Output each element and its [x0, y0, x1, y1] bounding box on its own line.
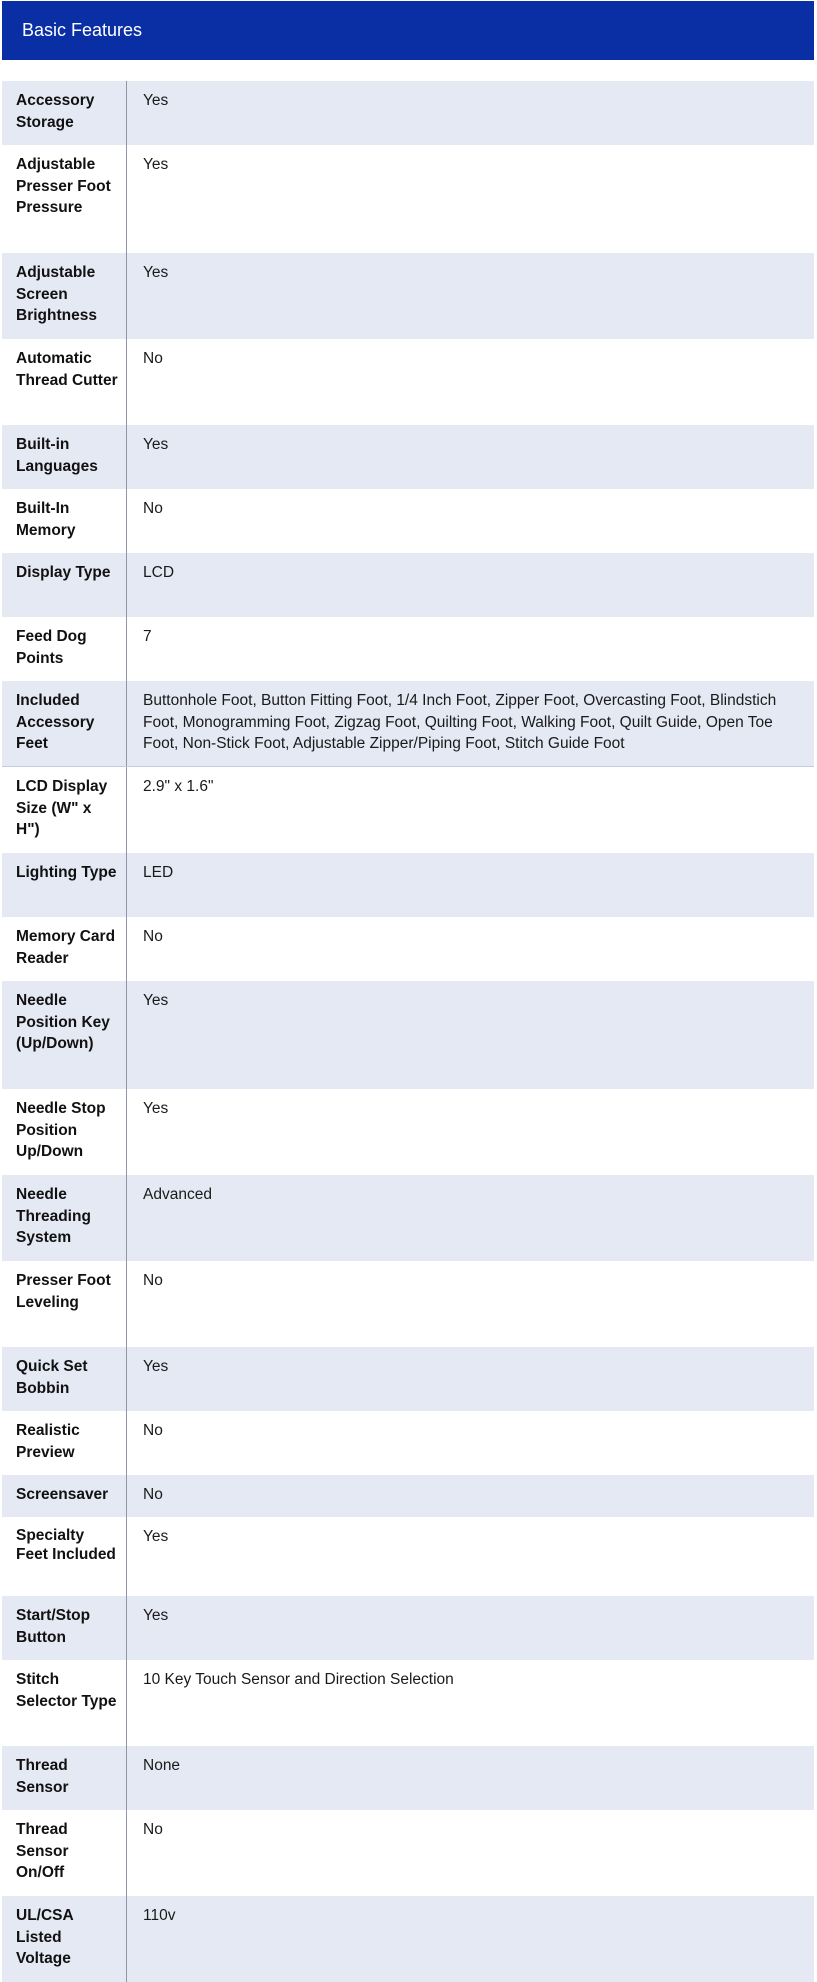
table-row — [2, 253, 814, 339]
row-label: Thread Sensor — [2, 1746, 127, 1810]
row-value: No — [143, 928, 163, 945]
table-row — [2, 1596, 814, 1660]
table-row — [2, 1746, 814, 1810]
table-row — [2, 853, 814, 917]
row-label: Display Type — [2, 553, 127, 617]
row-value: Advanced — [143, 1186, 212, 1203]
table-row — [2, 1810, 814, 1896]
table-row — [2, 1896, 814, 1982]
row-value: No — [143, 500, 163, 517]
row-value: Yes — [143, 1358, 169, 1375]
row-label: Quick Set Bobbin — [2, 1347, 127, 1411]
table-row — [2, 1347, 814, 1411]
row-value: Yes — [143, 1528, 169, 1545]
table-row — [2, 767, 814, 853]
row-value: Yes — [143, 1100, 169, 1117]
row-value: Yes — [143, 436, 169, 453]
table-row — [2, 1261, 814, 1347]
row-value: Yes — [143, 156, 169, 173]
row-value: None — [143, 1757, 181, 1774]
row-label: Specialty Feet Included — [2, 1517, 127, 1596]
row-label: Screensaver — [2, 1475, 127, 1517]
table-row — [2, 1517, 814, 1596]
table-row — [2, 145, 814, 253]
row-value: LED — [143, 864, 174, 881]
row-label: Adjustable Presser Foot Pressure — [2, 145, 127, 253]
row-label: Lighting Type — [2, 853, 127, 917]
table-row — [2, 981, 814, 1089]
row-label: Stitch Selector Type — [2, 1660, 127, 1746]
row-label: Accessory Storage — [2, 81, 127, 145]
row-label: Presser Foot Leveling — [2, 1261, 127, 1347]
row-value: No — [143, 1422, 163, 1439]
table-row — [2, 425, 814, 489]
row-value: 2.9" x 1.6" — [143, 778, 214, 795]
row-label: Memory Card Reader — [2, 917, 127, 981]
table-row — [2, 1411, 814, 1475]
table-row — [2, 1175, 814, 1261]
row-value: No — [143, 1486, 163, 1503]
section-title: Basic Features — [22, 20, 143, 40]
row-value: No — [143, 350, 163, 367]
row-label: Needle Threading System — [2, 1175, 127, 1261]
row-label: LCD Display Size (W" x H") — [2, 767, 127, 853]
table-row — [2, 1660, 814, 1746]
table-row — [2, 489, 814, 553]
row-label: Built-In Memory — [2, 489, 127, 553]
table-row — [2, 1475, 814, 1517]
table-row — [2, 617, 814, 681]
table-row — [2, 553, 814, 617]
table-row — [2, 917, 814, 981]
table-row — [2, 339, 814, 425]
features-table — [2, 81, 814, 1982]
row-label: Feed Dog Points — [2, 617, 127, 681]
row-value: Yes — [143, 264, 169, 281]
row-label: Included Accessory Feet — [2, 681, 127, 766]
row-label: Realistic Preview — [2, 1411, 127, 1475]
table-row — [2, 1089, 814, 1175]
row-label: Automatic Thread Cutter — [2, 339, 127, 425]
row-value: 10 Key Touch Sensor and Direction Selection — [143, 1671, 454, 1688]
table-row — [2, 81, 814, 145]
row-label: Start/Stop Button — [2, 1596, 127, 1660]
row-value: Yes — [143, 1607, 169, 1624]
row-label: UL/CSA Listed Voltage — [2, 1896, 127, 1982]
row-value: No — [143, 1821, 163, 1838]
row-value: Yes — [143, 992, 169, 1009]
row-label: Thread Sensor On/Off — [2, 1810, 127, 1896]
row-label: Needle Stop Position Up/Down — [2, 1089, 127, 1175]
row-label: Built-in Languages — [2, 425, 127, 489]
row-value: Buttonhole Foot, Button Fitting Foot, 1/4 Inch Foot, Zipper Foot, Overcasting Foot, Blindstich Foot, Monogramming Foot, Zigzag Foot, Quilting Foot, Walking Foot, Quilt Guide, Open Toe Foot, Non-Stick Foot, Adjustable Zipper/Piping Foot, Stitch Guide Foot — [143, 692, 777, 752]
table-row — [2, 681, 814, 767]
section-header — [2, 1, 814, 60]
row-value: LCD — [143, 564, 175, 581]
row-value: 110v — [143, 1907, 176, 1924]
row-value: No — [143, 1272, 163, 1289]
row-value: 7 — [143, 628, 152, 645]
row-label: Needle Position Key (Up/Down) — [2, 981, 127, 1089]
row-value: Yes — [143, 92, 169, 109]
row-label: Adjustable Screen Brightness — [2, 253, 127, 339]
